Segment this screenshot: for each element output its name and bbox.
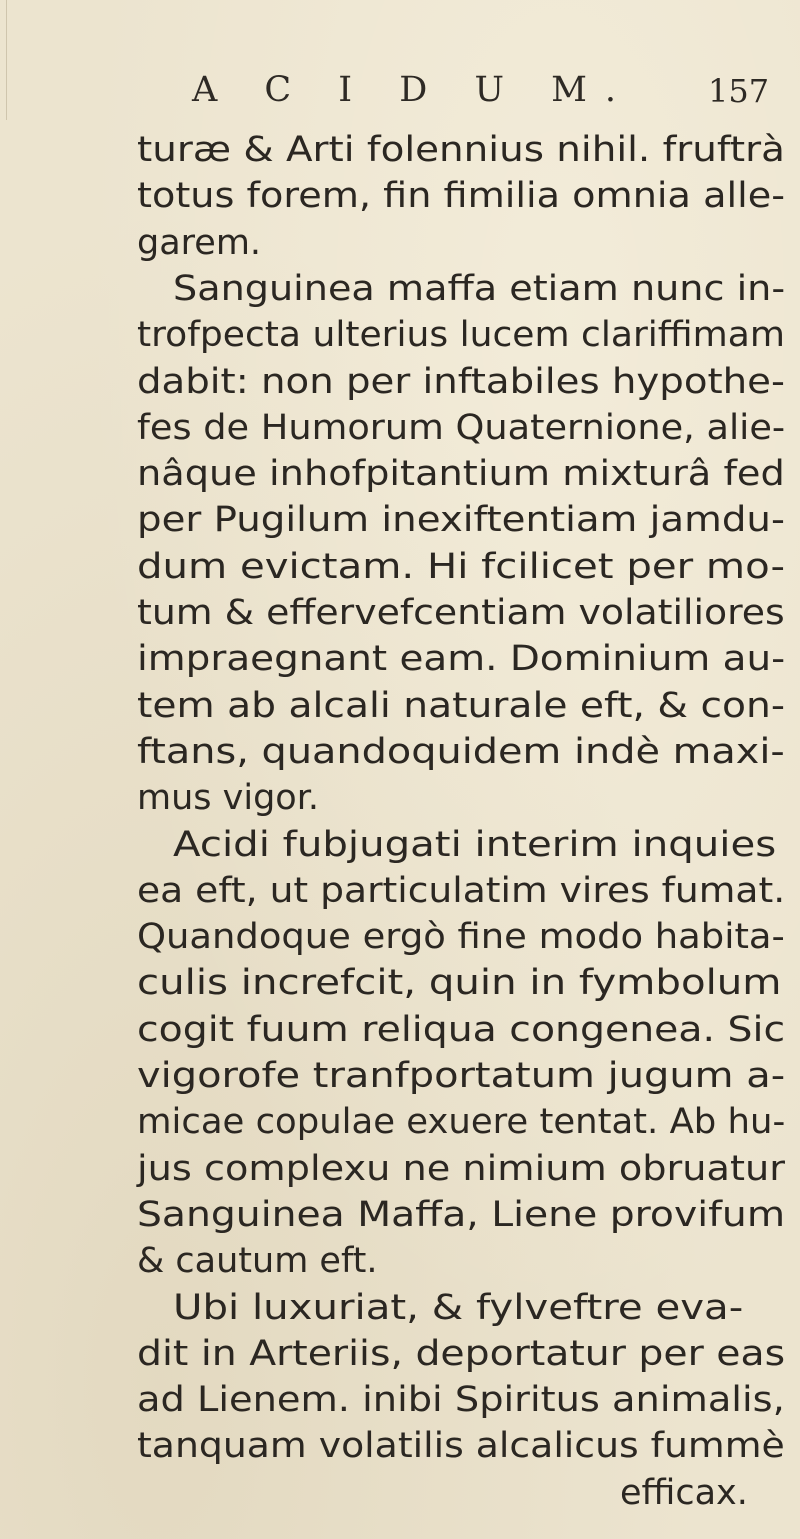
text-line: ad Lienem. inibi Spiritus animalis, [137, 1380, 785, 1421]
text-line: mus vigor. [137, 778, 320, 819]
text-line: Ubi luxuriat, & fylveftre eva- [173, 1287, 744, 1328]
text-line: nâque inhofpitantium mixturâ fed [137, 454, 785, 495]
text-line: Sanguinea Maffa, Liene provifum [137, 1194, 786, 1235]
text-line: efficax. [620, 1472, 748, 1513]
text-line: dabit: non per inftabiles hypothe- [137, 361, 785, 402]
text-line: ea eft, ut particulatim vires fumat. [137, 870, 786, 911]
text-line: turæ & Arti folennius nihil. fruftrà [137, 130, 785, 170]
text-line: garem. [137, 222, 262, 263]
text-line: cogit fuum reliqua congenea. Sic [137, 1009, 786, 1050]
text-line: tum & effervefcentiam volatiliores [137, 593, 785, 633]
text-line: ftans, quandoquidem indè maxi- [137, 731, 785, 772]
text-line: & cautum eft. [137, 1241, 378, 1282]
text-line: tanquam volatilis alcalicus fummè [137, 1426, 785, 1467]
text-line: trofpectа ulterius lucem clariffimam [137, 315, 785, 356]
text-line: culis increfcit, quin in fymbolum [137, 963, 782, 1004]
running-head-title: A C I D U M. [192, 70, 635, 110]
text-line: micae copulae exuere tentat. Ab hu- [137, 1102, 786, 1143]
text-line: tem ab alcali naturale eft, & con- [137, 685, 785, 726]
text-line: totus forem, fin fimilia omnia alle- [137, 176, 785, 217]
text-line: per Pugilum inexiftentiam jamdu- [137, 500, 785, 541]
text-line: fes de Humorum Quaternione, alie- [137, 407, 786, 448]
text-line: dum evictam. Hi fcilicet per mo- [137, 546, 785, 587]
page-number: 157 [708, 72, 770, 110]
text-line: impraegnant eam. Dominium au- [137, 639, 786, 680]
text-line: vigorofe tranfportatum jugum a- [137, 1056, 786, 1096]
text-line: Acidi fubjugati interim inquies [173, 824, 777, 865]
text-line: Sanguinea maffa etiam nunc in- [173, 268, 786, 309]
text-line: Quandoque ergò fine modo habita- [137, 917, 785, 958]
page-header [0, 62, 800, 122]
text-line: dit in Arteriis, deportatur per eas [137, 1333, 786, 1374]
text-line: jus complexu ne nimium obruatur [137, 1148, 785, 1189]
